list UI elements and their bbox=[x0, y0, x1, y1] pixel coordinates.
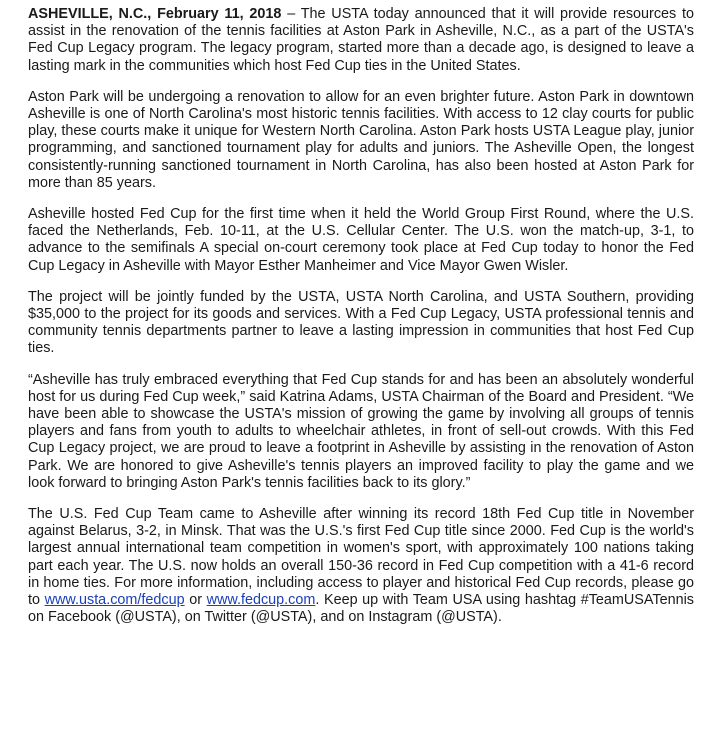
fedcup-link[interactable]: www.fedcup.com bbox=[206, 592, 316, 609]
paragraph-team-info bbox=[28, 506, 694, 626]
intro-text: – The USTA today announced that it will provide resources to assist in the renovation of the tennis facilities at Aston Park in Asheville, N.C., as a part of the USTA's Fed Cup Legacy program. The legacy program, started more than a decade ago, is designed to leave a lasting mark in the communities which host Fed Cup ties in the United States. bbox=[28, 6, 694, 74]
usta-fedcup-link[interactable]: www.usta.com/fedcup bbox=[44, 592, 185, 609]
press-release bbox=[28, 6, 694, 641]
paragraph-fed-cup-hosting: Asheville hosted Fed Cup for the first time when it held the World Group First Round, where the U.S. faced the Netherlands, Feb. 10-11, at the U.S. Cellular Center. The U.S. won the match-up, 3-1, to advance to the semifinals A special on-court ceremony took place at Fed Cup today to honor the Fed Cup Legacy in Asheville with Mayor Esther Manheimer and Vice Mayor Gwen Wisler. bbox=[28, 206, 694, 274]
paragraph-intro bbox=[28, 6, 694, 75]
team-info-text-c: . Keep up with Team USA using hashtag #TeamUSATennis on Facebook (@USTA), on Twitter (@USTA), and on Instagram (@USTA). bbox=[28, 592, 695, 626]
team-info-text-a: The U.S. Fed Cup Team came to Asheville after winning its record 18th Fed Cup title in November against Belarus, 3-2, in Minsk. That was the U.S.'s first Fed Cup title since 2000. Fed Cup is the world's largest annual international team competition in women's sport, with approximately 100 nations taking part each year. The U.S. now holds an overall 150-36 record in Fed Cup competition with a 41-6 record in home ties. For more information, including access to player and historical Fed Cup records, please go to bbox=[28, 506, 694, 609]
paragraph-quote: “Asheville has truly embraced everything that Fed Cup stands for and has been an absolutely wonderful host for us during Fed Cup week,” said Katrina Adams, USTA Chairman of the Board and President. “We have been able to showcase the USTA's mission of growing the game by involving all groups of tennis players and fans from youth to adults to wheelchair athletes, in front of sell-out crowds. With this Fed Cup Legacy project, we are proud to leave a footprint in Asheville by assisting in the renovation of Aston Park. We are honored to give Asheville's tennis players an improved facility to play the game and we look forward to bringing Aston Park's tennis facilities back to its glory.” bbox=[28, 371, 694, 491]
dateline: ASHEVILLE, N.C., February 11, 2018 bbox=[28, 6, 282, 22]
paragraph-aston-park: Aston Park will be undergoing a renovation to allow for an even brighter future. Aston Park in downtown Asheville is one of North Carolina's most historic tennis facilities. With access to 12 clay courts for public play, these courts make it unique for Western North Carolina. Aston Park hosts USTA League play, junior programming, and sanctioned tournament play for adults and juniors. The Asheville Open, the longest consistently-running sanctioned tournament in North Carolina, has also been hosted at Aston Park for more than 85 years. bbox=[28, 88, 694, 191]
team-info-text-b: or bbox=[184, 592, 207, 609]
paragraph-funding: The project will be jointly funded by the USTA, USTA North Carolina, and USTA Southern, providing $35,000 to the project for its goods and services. With a Fed Cup Legacy, USTA professional tennis and community tennis departments partner to leave a lasting impression in communities that host Fed Cup ties. bbox=[28, 288, 694, 357]
